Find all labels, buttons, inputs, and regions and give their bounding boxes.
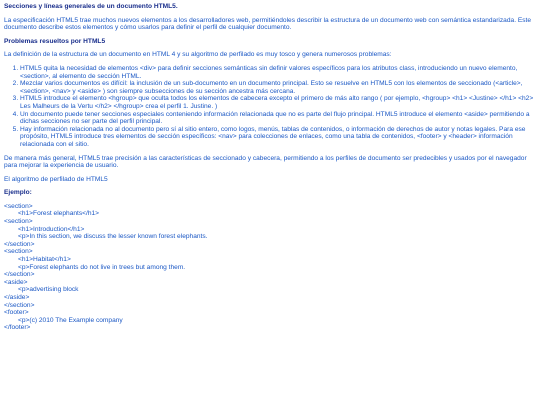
problem-item: 2. Mezclar varios documentos es difícil: la inclusión de un sub-documento en un documento principal. Esto se resuelve en HTML5 con los elementos de seccionado (<article>, <section>, <nav> y <aside> ) son siempre subsecciones de su sección ancestra más cercana.: [20, 80, 536, 95]
code-line: <p>advertising block: [18, 286, 79, 294]
general-paragraph: De manera más general, HTML5 trae precisión a las características de seccionado y cabecera, permitiendo a los perfiles de documento ser predecibles y usados por el navegador para mejorar la experiencia de usuario.: [4, 154, 527, 170]
code-line: <p>(c) 2010 The Example company: [18, 316, 123, 324]
problem-item: 1. HTML5 quita la necesidad de elementos <div> para definir secciones semánticas sin definir valores específicos para los atributos class, introduciendo un nuevo elemento, <section>, al elemento de sección HTML.: [20, 65, 536, 80]
code-line: <h1>Forest elephants</h1>: [18, 210, 100, 218]
problems-list: [4, 65, 536, 149]
code-line: <aside>: [4, 278, 28, 286]
code-line: </section>: [4, 240, 35, 248]
code-line: </footer>: [4, 324, 31, 332]
code-line: </aside>: [4, 294, 30, 301]
code-line: <h1>Introduction</h1>: [18, 225, 85, 233]
code-example: [4, 203, 536, 332]
code-line: <footer>: [4, 309, 29, 317]
code-line: <h1>Habitat</h1>: [18, 256, 71, 264]
problem-item: 5. Hay información relacionada no al documento pero sí al sitio entero, como logos, menús, tablas de contenidos, o información de derechos de autor y notas legales. Para ese propósito, HTML5 introduce tres elementos de sección específicos: <nav> para colecciones de enlaces, como una tabla de contenidos, <footer> y <header> información relacionada con el sitio.: [20, 126, 536, 149]
code-line: </section>: [4, 301, 35, 309]
algorithm-paragraph: El algoritmo de perfilado de HTML5: [4, 175, 108, 183]
problem-item: 4. Un documento puede tener secciones especiales conteniendo información relacionada que no es parte del flujo principal. HTML5 introduce el elemento <aside> permitiendo a dichas secciones no ser parte del perfil principal.: [20, 111, 536, 126]
problems-heading: Problemas resueltos por HTML5: [4, 37, 106, 45]
example-heading: Ejemplo:: [4, 189, 32, 197]
code-line: <section>: [4, 218, 33, 226]
problems-intro: La definición de la estructura de un documento en HTML 4 y su algoritmo de perfilado es muy tosco y genera numerosos problemas:: [4, 51, 392, 59]
code-line: <section>: [4, 248, 33, 256]
code-line: <p>In this section, we discuss the lesser known forest elephants.: [18, 233, 208, 241]
code-line: </section>: [4, 271, 35, 279]
intro-paragraph: La especificación HTML5 trae muchos nuevos elementos a los desarrolladores web, permitiéndoles describir la estructura de un documento web con semántica estandarizada. Este documento describe estos elementos y cómo usarlos para definir el perfil de cualquier documento.: [4, 16, 532, 32]
document-title: Secciones y líneas generales de un documento HTML5.: [4, 3, 178, 10]
problem-item: 3. HTML5 introduce el elemento <hgroup> que oculta todos los elementos de cabecera excepto el primero de más alto rango ( por ejemplo, <hgroup> <h1> <Justine> </h1> <h2> Les Malheurs de la Vertu </h2> </hgroup> crea el perfil 1. Justine. ): [20, 95, 536, 110]
code-line: <p>Forest elephants do not live in trees but among them.: [18, 263, 186, 271]
code-line: <section>: [4, 202, 33, 210]
